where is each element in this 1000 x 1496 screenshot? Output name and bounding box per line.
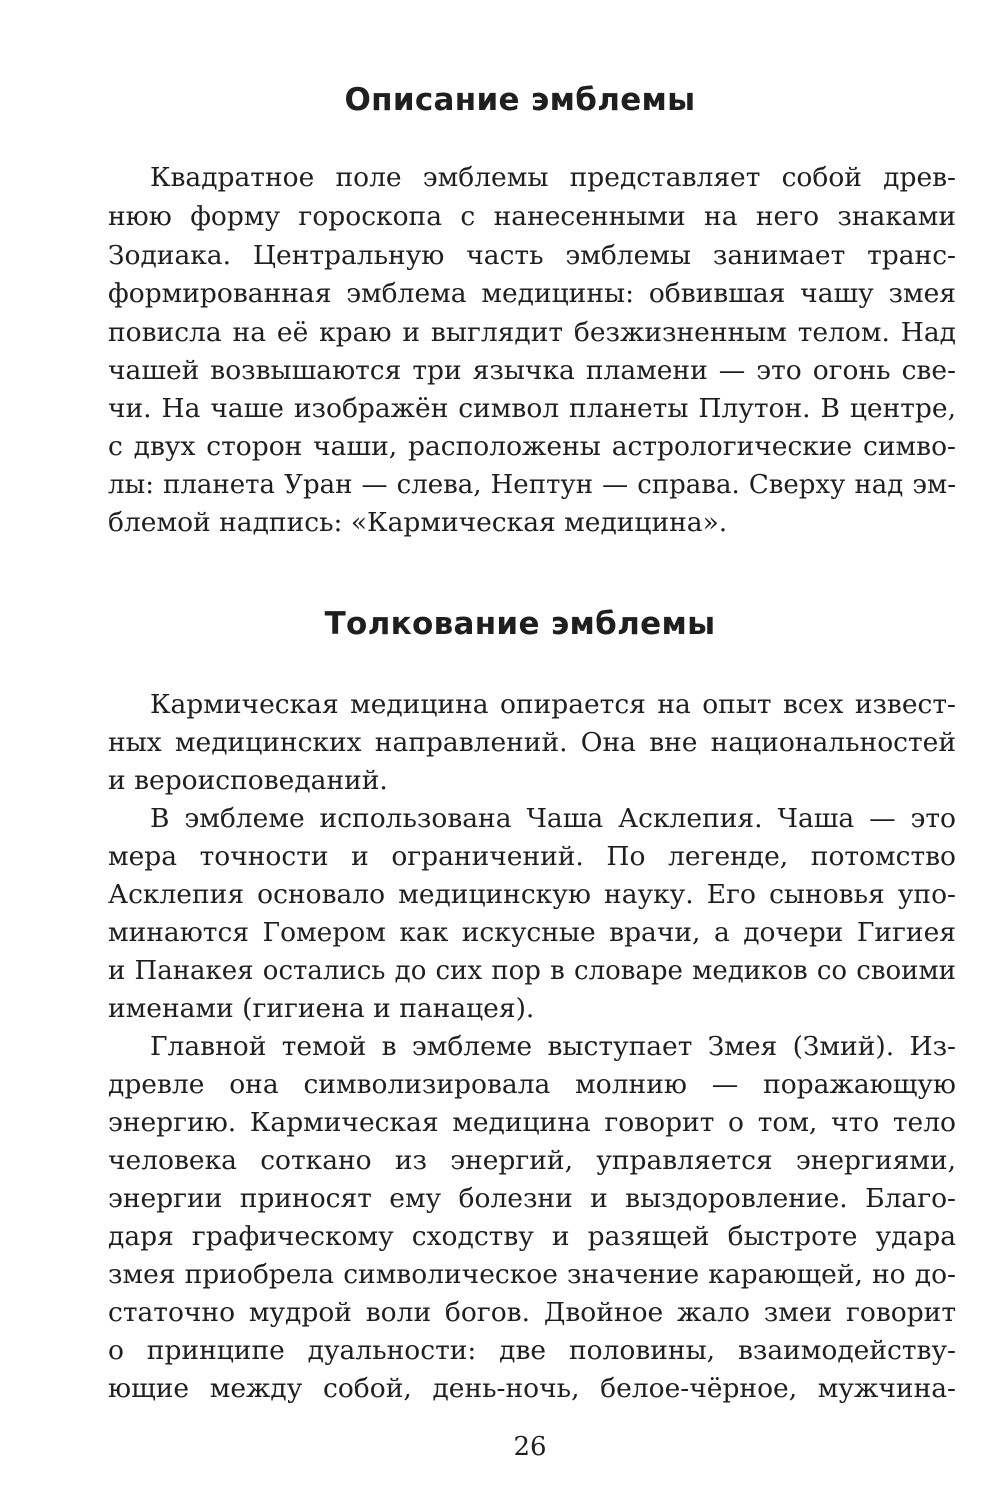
text-line: и вероисповеданий. — [108, 765, 388, 796]
section-title-interpretation: Толкование эмблемы — [324, 606, 716, 642]
text-line: Главной темой в эмблеме выступает Змея (Змий). Из- — [150, 1031, 956, 1062]
text-line: чи. На чаше изображён символ планеты Плутон. В центре, — [108, 393, 956, 424]
text-line: о принципе дуальности: две половины, взаимодейству- — [108, 1335, 956, 1366]
text-line: Кармическая медицина опирается на опыт всех извест- — [150, 689, 956, 720]
text-line: энергии приносят ему болезни и выздоровление. Благо- — [108, 1183, 956, 1214]
text-line: энергию. Кармическая медицина говорит о том, что тело — [108, 1107, 956, 1138]
text-line: даря графическому сходству и разящей быстроте удара — [108, 1221, 956, 1252]
text-line: повисла на её краю и выглядит безжизненным телом. Над — [108, 317, 956, 348]
text-line: В эмблеме использована Чаша Асклепия. Чаша — это — [150, 803, 956, 834]
text-line: с двух сторон чаши, расположены астрологические симво- — [108, 431, 956, 462]
text-line: лы: планета Уран — слева, Нептун — справа. Сверху над эм- — [108, 470, 956, 500]
text-line: минаются Гомером как искусные врачи, а дочери Гигиея — [108, 917, 956, 948]
text-line: Квадратное поле эмблемы представляет собой древ- — [150, 162, 956, 193]
text-line: человека соткано из энергий, управляется энергиями, — [108, 1145, 956, 1176]
text-line: статочно мудрой воли богов. Двойное жало змеи говорит — [108, 1297, 956, 1328]
text-line: змея приобрела символическое значение карающей, но до- — [108, 1259, 956, 1290]
text-line: чашей возвышаются три язычка пламени — это огонь све- — [108, 355, 956, 386]
text-line: и Панакея остались до сих пор в словаре медиков со своими — [108, 956, 956, 986]
section-title-description: Описание эмблемы — [344, 82, 696, 118]
text-line: ющие между собой, день-ночь, белое-чёрное, мужчина- — [108, 1373, 956, 1404]
text-line: именами (гигиена и панацея). — [108, 993, 535, 1024]
text-line: ных медицинских направлений. Она вне национальностей — [108, 727, 956, 758]
text-line: формированная эмблема медицины: обвившая чашу змея — [108, 278, 956, 309]
text-line: нюю форму гороскопа с нанесенными на него знаками — [108, 201, 956, 232]
page-number: 26 — [513, 1432, 547, 1462]
text-line: Асклепия основало медицинскую науку. Его сыновья упо- — [108, 879, 956, 910]
text-line: мера точности и ограничений. По легенде, потомство — [108, 841, 956, 872]
text-line: блемой надпись: «Кармическая медицина». — [108, 507, 728, 538]
text-line: древле она символизировала молнию — поражающую — [108, 1069, 956, 1100]
text-line: Зодиака. Центральную часть эмблемы занимает транс- — [108, 240, 956, 271]
